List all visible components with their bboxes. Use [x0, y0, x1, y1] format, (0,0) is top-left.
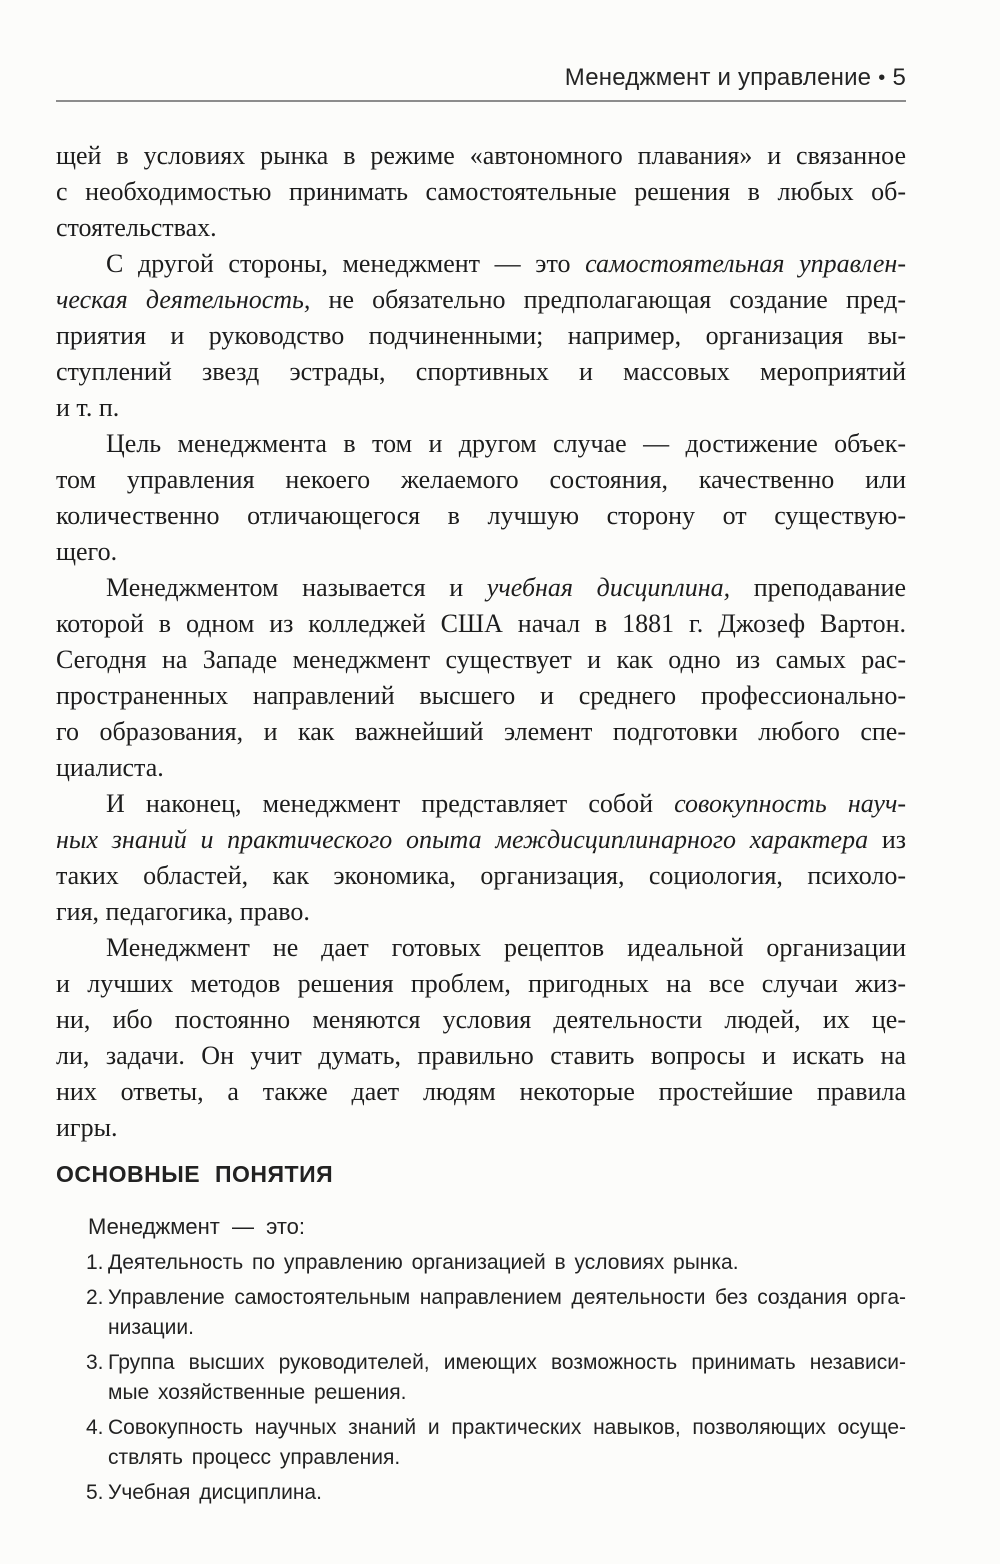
text-line: [56, 498, 906, 534]
list-item-text: [108, 1478, 906, 1508]
text-line: [56, 570, 906, 606]
text-line: [56, 210, 906, 246]
text-line: Совокупность научных знаний и практических навыков, позволяющих осуще-: [108, 1416, 906, 1439]
text-line: [56, 138, 906, 174]
text-line: Деятельность по управлению организацией в условиях рынка.: [108, 1251, 739, 1274]
concept-list: [56, 1248, 906, 1508]
list-intro: Менеджмент — это:: [88, 1214, 305, 1239]
text-run: приятия и руководство подчиненными; например, организация вы-: [56, 321, 906, 350]
header-rule: [56, 100, 906, 102]
list-item: [56, 1348, 906, 1408]
text-line: [56, 930, 906, 966]
text-run: С другой стороны, менеджмент — это: [106, 249, 586, 278]
text-line: [56, 750, 906, 786]
text-run: гия, педагогика, право.: [56, 897, 310, 926]
paragraph: [56, 930, 906, 1146]
text-line: [56, 786, 906, 822]
list-item-number: 4.: [86, 1416, 104, 1439]
italic-run: совокупность науч-: [674, 789, 907, 818]
text-line: [56, 822, 906, 858]
text-line: [56, 858, 906, 894]
text-line: Учебная дисциплина.: [108, 1481, 322, 1504]
text-line: [56, 1074, 906, 1110]
text-run: ни, ибо постоянно меняются условия деятельности людей, их це-: [56, 1005, 906, 1034]
text-run: игры.: [56, 1113, 118, 1142]
text-run: и т. п.: [56, 393, 120, 422]
text-line: [56, 606, 906, 642]
text-line: [56, 318, 906, 354]
text-line: [56, 174, 906, 210]
text-line: [56, 894, 906, 930]
text-run: пространенных направлений высшего и среднего профессионально-: [56, 681, 906, 710]
list-item-number: 3.: [86, 1351, 104, 1374]
italic-run: ческая деятельность,: [56, 285, 311, 314]
list-item: [56, 1248, 906, 1278]
text-line: мые хозяйственные решения.: [108, 1381, 407, 1404]
text-line: [56, 462, 906, 498]
text-run: Сегодня на Западе менеджмент существует и как одно из самых рас-: [56, 645, 906, 674]
page-number: 5: [892, 64, 906, 91]
text-run: ли, задачи. Он учит думать, правильно ставить вопросы и искать на: [56, 1041, 906, 1070]
running-title: Менеджмент и управление: [564, 64, 872, 91]
list-item: [56, 1413, 906, 1473]
text-line: Управление самостоятельным направлением деятельности без создания орга-: [108, 1286, 906, 1309]
text-line: Группа высших руководителей, имеющих возможность принимать независи-: [108, 1351, 906, 1374]
text-line: [56, 1038, 906, 1074]
text-run: из: [868, 825, 907, 854]
text-line: ствлять процесс управления.: [108, 1446, 401, 1469]
text-line: [56, 1002, 906, 1038]
text-run: циалиста.: [56, 753, 164, 782]
text-line: [56, 1110, 906, 1146]
italic-run: учебная дисциплина,: [486, 573, 731, 602]
paragraph: [56, 570, 906, 786]
paragraph: [56, 138, 906, 246]
separator-dot: •: [878, 67, 886, 89]
text-run: том управления некоего желаемого состояния, качественно или: [56, 465, 906, 494]
list-item-text: [108, 1283, 906, 1343]
text-run: ступлений звезд эстрады, спортивных и массовых мероприятий: [56, 357, 906, 386]
text-run: го образования, и как важнейший элемент подготовки любого спе-: [56, 717, 906, 746]
paragraph: [56, 246, 906, 426]
text-run: И наконец, менеджмент представляет собой: [106, 789, 675, 818]
text-line: [56, 354, 906, 390]
text-run: количественно отличающегося в лучшую сторону от существую-: [56, 501, 906, 530]
paragraph: [56, 786, 906, 930]
text-run: таких областей, как экономика, организация, социология, психоло-: [56, 861, 906, 890]
text-line: [56, 426, 906, 462]
text-line: низации.: [108, 1316, 194, 1339]
text-run: Менеджмент не дает готовых рецептов идеальной организации: [106, 933, 906, 962]
concepts-section: [56, 1160, 906, 1508]
text-run: не обязательно предполагающая создание пред-: [310, 285, 906, 314]
list-item-text: [108, 1248, 906, 1278]
list-item-text: [108, 1413, 906, 1473]
italic-run: самостоятельная управлен-: [585, 249, 906, 278]
text-line: [56, 678, 906, 714]
text-run: щей в условиях рынка в режиме «автономного плавания» и связанное: [56, 141, 906, 170]
italic-run: ных знаний и практического опыта междисциплинарного характера: [56, 825, 869, 854]
text-line: [56, 534, 906, 570]
text-run: щего.: [56, 537, 118, 566]
list-item: [56, 1283, 906, 1343]
text-line: [56, 714, 906, 750]
text-line: [56, 282, 906, 318]
text-line: [56, 246, 906, 282]
list-item-number: 2.: [86, 1286, 104, 1309]
list-item-number: 5.: [86, 1481, 104, 1504]
page-header: [56, 64, 906, 92]
paragraph: [56, 426, 906, 570]
list-item-number: 1.: [86, 1251, 104, 1274]
text-run: них ответы, а также дает людям некоторые простейшие правила: [56, 1077, 906, 1106]
text-run: и лучших методов решения проблем, пригодных на все случаи жиз-: [56, 969, 906, 998]
text-run: Менеджментом называется и: [106, 573, 487, 602]
text-run: с необходимостью принимать самостоятельные решения в любых об-: [56, 177, 906, 206]
text-line: [56, 390, 906, 426]
article-body: [56, 138, 906, 1146]
list-item-text: [108, 1348, 906, 1408]
text-line: [56, 642, 906, 678]
section-heading: ОСНОВНЫЕ ПОНЯТИЯ: [56, 1161, 334, 1187]
text-run: Цель менеджмента в том и другом случае — достижение объек-: [106, 429, 906, 458]
list-item: [56, 1478, 906, 1508]
text-run: стоятельствах.: [56, 213, 217, 242]
text-line: [56, 966, 906, 1002]
text-run: которой в одном из колледжей США начал в 1881 г. Джозеф Вартон.: [56, 609, 906, 638]
text-run: преподавание: [730, 573, 906, 602]
